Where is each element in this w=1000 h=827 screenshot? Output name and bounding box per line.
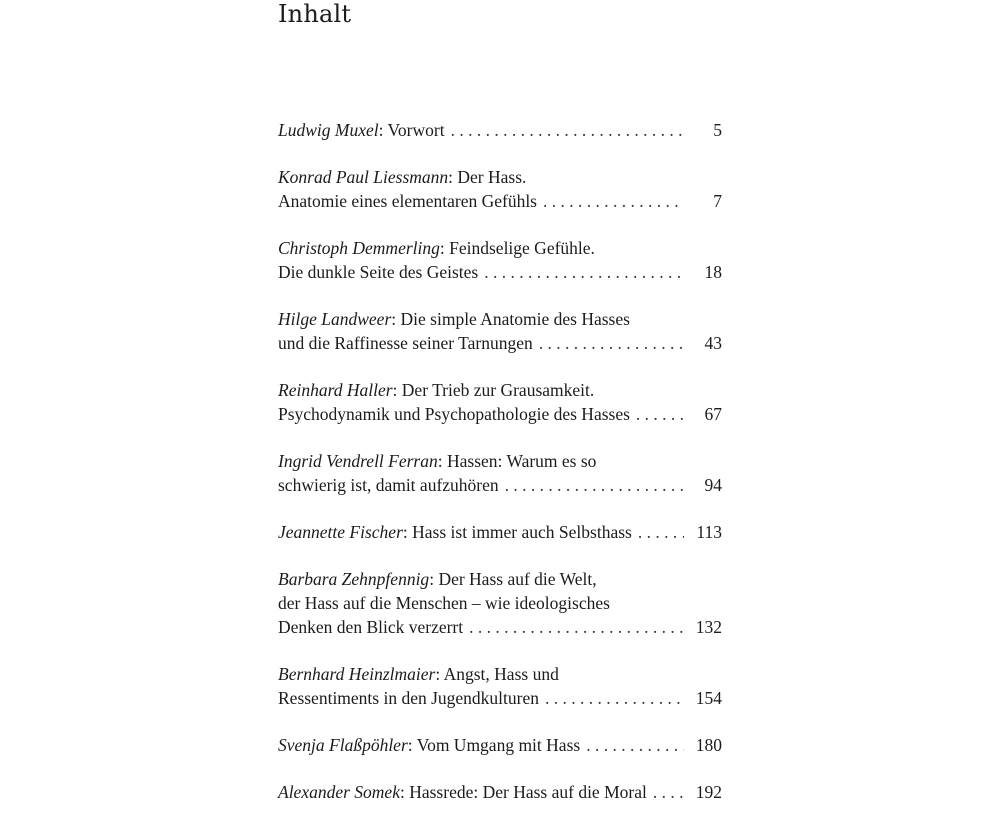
toc-author-separator: : [378, 120, 388, 140]
toc-author: Reinhard Haller [278, 380, 393, 400]
toc-entry [278, 236, 722, 284]
toc-author: Konrad Paul Liessmann [278, 167, 449, 187]
toc-line-text [278, 567, 597, 591]
toc-entry-line [278, 236, 722, 260]
toc-author: Hilge Landweer [278, 309, 392, 329]
toc-entry-line [278, 780, 722, 804]
toc-entry-line [278, 402, 722, 426]
toc-entry-line [278, 165, 722, 189]
toc-entry [278, 378, 722, 426]
toc-title: der Hass auf die Menschen – wie ideologisches [278, 593, 610, 613]
toc-author-separator: : [391, 309, 401, 329]
toc-author-separator: : [439, 238, 450, 258]
toc-line-text [278, 402, 630, 426]
toc-title: Hassrede: Der Hass auf die Moral [409, 782, 647, 802]
toc-entry-line [278, 733, 722, 757]
toc-entry-line [278, 662, 722, 686]
toc-line-text [278, 260, 478, 284]
toc-title: Die dunkle Seite des Geistes [278, 262, 479, 282]
toc-author: Svenja Flaßpöhler [278, 735, 408, 755]
toc-line-text [278, 591, 610, 615]
toc-line-text [278, 662, 559, 686]
dot-leader [653, 780, 684, 804]
toc-author: Christoph Demmerling [278, 238, 440, 258]
toc-line-text [278, 473, 499, 497]
toc-page-number: 113 [696, 522, 722, 542]
toc-entry-line [278, 449, 722, 473]
toc-entry-line [278, 520, 722, 544]
toc-author: Ludwig Muxel [278, 120, 379, 140]
toc-line-text [278, 189, 537, 213]
dot-leader [586, 733, 684, 757]
toc-author: Bernhard Heinzlmaier [278, 664, 436, 684]
toc-title: Hassen: Warum es so [447, 451, 597, 471]
dot-leader [451, 118, 684, 142]
toc-author: Ingrid Vendrell Ferran [278, 451, 438, 471]
toc-page-number: 192 [695, 782, 722, 802]
toc-author-separator: : [437, 451, 447, 471]
page-title: Inhalt [278, 0, 352, 28]
toc-entry [278, 567, 722, 639]
dot-leader [484, 260, 684, 284]
toc-author-separator: : [435, 664, 444, 684]
toc-title: Hass ist immer auch Selbsthass [412, 522, 632, 542]
toc-author-separator: : [399, 782, 410, 802]
dot-leader [543, 189, 684, 213]
toc-author-separator: : [402, 522, 413, 542]
toc-entry [278, 780, 722, 804]
toc-title: Anatomie eines elementaren Gefühls [278, 191, 537, 211]
toc-entry-line [278, 331, 722, 355]
toc-line-text [278, 378, 594, 402]
toc-entry-line [278, 567, 722, 591]
toc-page-number: 180 [695, 735, 722, 755]
toc-author-separator: : [429, 569, 439, 589]
toc-entry [278, 165, 722, 213]
toc-entry [278, 118, 722, 142]
toc-page-number: 18 [704, 262, 722, 282]
toc-page-number: 132 [695, 617, 722, 637]
dot-leader [469, 615, 684, 639]
toc-line-text [278, 449, 596, 473]
toc-title: Der Hass. [457, 167, 527, 187]
table-of-contents [278, 118, 722, 827]
toc-line-text [278, 780, 647, 804]
toc-title: schwierig ist, damit aufzuhören [278, 475, 499, 495]
toc-author: Alexander Somek [278, 782, 400, 802]
toc-entry-line [278, 615, 722, 639]
toc-page-number: 67 [704, 404, 722, 424]
toc-title: Vom Umgang mit Hass [416, 735, 581, 755]
toc-line-text [278, 733, 580, 757]
toc-title: Angst, Hass und [443, 664, 559, 684]
toc-entry [278, 733, 722, 757]
toc-title: Feindselige Gefühle. [449, 238, 595, 258]
toc-line-text [278, 686, 539, 710]
toc-page-number: 7 [713, 191, 722, 211]
toc-entry-line [278, 260, 722, 284]
toc-author-separator: : [448, 167, 458, 187]
toc-entry [278, 520, 722, 544]
toc-entry-line [278, 591, 722, 615]
toc-page-number: 94 [704, 475, 722, 495]
dot-leader [539, 331, 684, 355]
toc-entry-line [278, 473, 722, 497]
toc-page-number: 154 [695, 688, 722, 708]
toc-author: Barbara Zehnpfennig [278, 569, 430, 589]
dot-leader [636, 402, 684, 426]
toc-title: Denken den Blick verzerrt [278, 617, 464, 637]
toc-title: Vorwort [387, 120, 445, 140]
dot-leader [505, 473, 684, 497]
toc-entry [278, 449, 722, 497]
toc-entry-line [278, 686, 722, 710]
toc-entry [278, 307, 722, 355]
toc-title: Der Hass auf die Welt, [438, 569, 597, 589]
toc-line-text [278, 520, 632, 544]
toc-entry-line [278, 189, 722, 213]
toc-author-separator: : [407, 735, 417, 755]
dot-leader [638, 520, 684, 544]
toc-entry-line [278, 378, 722, 402]
toc-page-number: 43 [704, 333, 722, 353]
toc-author-separator: : [392, 380, 402, 400]
toc-line-text [278, 236, 595, 260]
toc-line-text [278, 307, 630, 331]
toc-entry-line [278, 307, 722, 331]
toc-line-text [278, 165, 526, 189]
toc-page-number: 5 [713, 120, 722, 140]
toc-line-text [278, 331, 533, 355]
toc-title: Der Trieb zur Grausamkeit. [401, 380, 595, 400]
toc-title: Psychodynamik und Psychopathologie des Hasses [278, 404, 630, 424]
toc-title: Die simple Anatomie des Hasses [400, 309, 630, 329]
toc-title: und die Raffinesse seiner Tarnungen [278, 333, 533, 353]
toc-entry [278, 662, 722, 710]
toc-line-text [278, 118, 445, 142]
toc-title: Ressentiments in den Jugendkulturen [278, 688, 540, 708]
toc-entry-line [278, 118, 722, 142]
toc-line-text [278, 615, 463, 639]
dot-leader [545, 686, 684, 710]
toc-author: Jeannette Fischer [278, 522, 403, 542]
